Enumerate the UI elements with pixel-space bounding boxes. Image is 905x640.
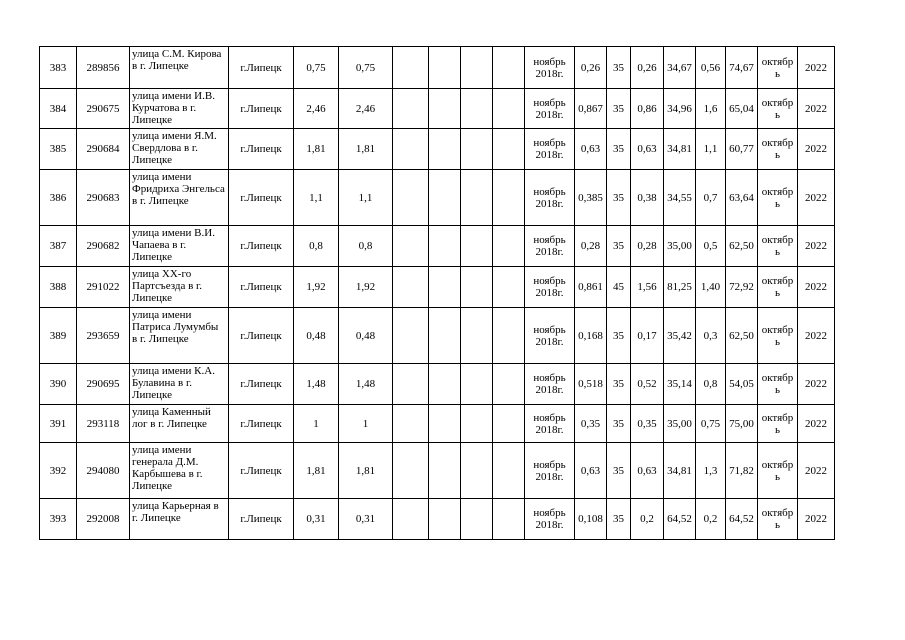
value-2: 35	[607, 47, 631, 89]
length-2: 0,31	[339, 499, 393, 540]
inspection-date: ноябрь 2018г.	[525, 308, 575, 364]
value-1: 0,35	[575, 405, 607, 443]
empty-cell	[393, 308, 429, 364]
road-code: 290675	[77, 89, 130, 129]
value-5: 0,3	[696, 308, 726, 364]
length-2: 0,8	[339, 226, 393, 267]
empty-cell	[493, 267, 525, 308]
value-5: 0,5	[696, 226, 726, 267]
value-3: 0,35	[631, 405, 664, 443]
year: 2022	[798, 226, 835, 267]
empty-cell	[461, 405, 493, 443]
city: г.Липецк	[229, 405, 294, 443]
value-3: 0,26	[631, 47, 664, 89]
inspection-date: ноябрь 2018г.	[525, 364, 575, 405]
empty-cell	[461, 499, 493, 540]
road-name: улица имени генерала Д.М. Карбышева в г. Липецке	[130, 443, 229, 499]
length-1: 0,75	[294, 47, 339, 89]
table-row	[40, 499, 835, 540]
empty-cell	[429, 170, 461, 226]
year: 2022	[798, 308, 835, 364]
row-number: 390	[40, 364, 77, 405]
road-code: 292008	[77, 499, 130, 540]
empty-cell	[461, 47, 493, 89]
year: 2022	[798, 47, 835, 89]
empty-cell	[393, 364, 429, 405]
road-code: 290682	[77, 226, 130, 267]
value-4: 35,14	[664, 364, 696, 405]
row-number: 392	[40, 443, 77, 499]
value-6: 75,00	[726, 405, 758, 443]
empty-cell	[429, 308, 461, 364]
value-1: 0,385	[575, 170, 607, 226]
inspection-date: ноябрь 2018г.	[525, 170, 575, 226]
month: октябрь	[758, 129, 798, 170]
table-row	[40, 308, 835, 364]
city: г.Липецк	[229, 499, 294, 540]
empty-cell	[429, 129, 461, 170]
value-1: 0,168	[575, 308, 607, 364]
road-name: улица С.М. Кирова в г. Липецке	[130, 47, 229, 89]
road-code: 293659	[77, 308, 130, 364]
value-3: 0,52	[631, 364, 664, 405]
empty-cell	[429, 89, 461, 129]
empty-cell	[393, 499, 429, 540]
road-code: 290695	[77, 364, 130, 405]
value-6: 64,52	[726, 499, 758, 540]
empty-cell	[461, 364, 493, 405]
month: октябрь	[758, 499, 798, 540]
empty-cell	[429, 226, 461, 267]
road-name: улица имени К.А. Булавина в г. Липецке	[130, 364, 229, 405]
road-name: улица XX-го Партсъезда в г. Липецке	[130, 267, 229, 308]
empty-cell	[493, 308, 525, 364]
value-1: 0,28	[575, 226, 607, 267]
month: октябрь	[758, 364, 798, 405]
length-1: 0,8	[294, 226, 339, 267]
empty-cell	[493, 226, 525, 267]
empty-cell	[493, 89, 525, 129]
road-code: 294080	[77, 443, 130, 499]
table-row	[40, 267, 835, 308]
document-page	[39, 46, 835, 540]
empty-cell	[429, 405, 461, 443]
empty-cell	[393, 443, 429, 499]
empty-cell	[393, 226, 429, 267]
inspection-date: ноябрь 2018г.	[525, 47, 575, 89]
length-1: 1,1	[294, 170, 339, 226]
road-name: улица имени В.И. Чапаева в г. Липецке	[130, 226, 229, 267]
value-2: 35	[607, 89, 631, 129]
value-2: 35	[607, 226, 631, 267]
empty-cell	[461, 443, 493, 499]
empty-cell	[393, 47, 429, 89]
length-1: 1	[294, 405, 339, 443]
length-1: 0,31	[294, 499, 339, 540]
empty-cell	[429, 267, 461, 308]
value-6: 60,77	[726, 129, 758, 170]
value-3: 0,63	[631, 129, 664, 170]
year: 2022	[798, 267, 835, 308]
month: октябрь	[758, 443, 798, 499]
value-3: 0,86	[631, 89, 664, 129]
inspection-date: ноябрь 2018г.	[525, 89, 575, 129]
value-2: 35	[607, 443, 631, 499]
value-1: 0,63	[575, 443, 607, 499]
value-1: 0,861	[575, 267, 607, 308]
row-number: 386	[40, 170, 77, 226]
month: октябрь	[758, 405, 798, 443]
value-4: 81,25	[664, 267, 696, 308]
value-3: 0,38	[631, 170, 664, 226]
value-5: 0,8	[696, 364, 726, 405]
length-2: 1,92	[339, 267, 393, 308]
value-3: 1,56	[631, 267, 664, 308]
empty-cell	[461, 170, 493, 226]
value-4: 34,96	[664, 89, 696, 129]
empty-cell	[393, 129, 429, 170]
empty-cell	[493, 170, 525, 226]
value-5: 1,1	[696, 129, 726, 170]
empty-cell	[493, 499, 525, 540]
value-6: 71,82	[726, 443, 758, 499]
roads-table	[39, 46, 835, 540]
empty-cell	[493, 405, 525, 443]
row-number: 387	[40, 226, 77, 267]
row-number: 388	[40, 267, 77, 308]
length-1: 1,81	[294, 443, 339, 499]
empty-cell	[461, 89, 493, 129]
year: 2022	[798, 89, 835, 129]
value-5: 1,3	[696, 443, 726, 499]
city: г.Липецк	[229, 308, 294, 364]
length-2: 1,48	[339, 364, 393, 405]
value-2: 35	[607, 364, 631, 405]
year: 2022	[798, 364, 835, 405]
length-2: 2,46	[339, 89, 393, 129]
city: г.Липецк	[229, 89, 294, 129]
length-2: 1,1	[339, 170, 393, 226]
empty-cell	[393, 267, 429, 308]
city: г.Липецк	[229, 129, 294, 170]
empty-cell	[429, 47, 461, 89]
value-1: 0,518	[575, 364, 607, 405]
empty-cell	[429, 499, 461, 540]
table-row	[40, 405, 835, 443]
inspection-date: ноябрь 2018г.	[525, 129, 575, 170]
inspection-date: ноябрь 2018г.	[525, 405, 575, 443]
value-4: 34,67	[664, 47, 696, 89]
year: 2022	[798, 170, 835, 226]
value-4: 34,81	[664, 443, 696, 499]
value-6: 72,92	[726, 267, 758, 308]
table-row	[40, 443, 835, 499]
table-row	[40, 364, 835, 405]
length-2: 1,81	[339, 443, 393, 499]
year: 2022	[798, 443, 835, 499]
road-code: 293118	[77, 405, 130, 443]
value-2: 45	[607, 267, 631, 308]
value-1: 0,63	[575, 129, 607, 170]
value-1: 0,26	[575, 47, 607, 89]
road-code: 290684	[77, 129, 130, 170]
length-1: 0,48	[294, 308, 339, 364]
length-1: 1,48	[294, 364, 339, 405]
value-3: 0,28	[631, 226, 664, 267]
value-2: 35	[607, 129, 631, 170]
empty-cell	[493, 129, 525, 170]
value-4: 64,52	[664, 499, 696, 540]
month: октябрь	[758, 47, 798, 89]
length-1: 1,92	[294, 267, 339, 308]
inspection-date: ноябрь 2018г.	[525, 443, 575, 499]
empty-cell	[393, 170, 429, 226]
table-row	[40, 129, 835, 170]
value-3: 0,63	[631, 443, 664, 499]
month: октябрь	[758, 226, 798, 267]
month: октябрь	[758, 89, 798, 129]
empty-cell	[429, 364, 461, 405]
inspection-date: ноябрь 2018г.	[525, 267, 575, 308]
road-name: улица Каменный лог в г. Липецке	[130, 405, 229, 443]
length-2: 0,48	[339, 308, 393, 364]
length-2: 0,75	[339, 47, 393, 89]
empty-cell	[461, 129, 493, 170]
row-number: 389	[40, 308, 77, 364]
city: г.Липецк	[229, 443, 294, 499]
length-2: 1,81	[339, 129, 393, 170]
value-6: 54,05	[726, 364, 758, 405]
city: г.Липецк	[229, 364, 294, 405]
road-name: улица имени Патриса Лумумбы в г. Липецке	[130, 308, 229, 364]
table-row	[40, 89, 835, 129]
value-4: 34,81	[664, 129, 696, 170]
value-6: 74,67	[726, 47, 758, 89]
city: г.Липецк	[229, 170, 294, 226]
empty-cell	[493, 47, 525, 89]
length-1: 2,46	[294, 89, 339, 129]
month: октябрь	[758, 267, 798, 308]
year: 2022	[798, 129, 835, 170]
value-5: 1,40	[696, 267, 726, 308]
value-2: 35	[607, 499, 631, 540]
empty-cell	[429, 443, 461, 499]
road-name: улица имени И.В. Курчатова в г. Липецке	[130, 89, 229, 129]
year: 2022	[798, 405, 835, 443]
value-1: 0,108	[575, 499, 607, 540]
value-5: 0,2	[696, 499, 726, 540]
empty-cell	[493, 443, 525, 499]
row-number: 384	[40, 89, 77, 129]
value-5: 0,75	[696, 405, 726, 443]
city: г.Липецк	[229, 226, 294, 267]
value-6: 63,64	[726, 170, 758, 226]
value-6: 62,50	[726, 226, 758, 267]
empty-cell	[393, 89, 429, 129]
empty-cell	[493, 364, 525, 405]
value-3: 0,2	[631, 499, 664, 540]
value-2: 35	[607, 308, 631, 364]
value-6: 65,04	[726, 89, 758, 129]
road-name: улица имени Я.М. Свердлова в г. Липецке	[130, 129, 229, 170]
row-number: 391	[40, 405, 77, 443]
empty-cell	[461, 267, 493, 308]
value-3: 0,17	[631, 308, 664, 364]
empty-cell	[461, 308, 493, 364]
month: октябрь	[758, 170, 798, 226]
value-5: 0,7	[696, 170, 726, 226]
city: г.Липецк	[229, 267, 294, 308]
value-4: 35,00	[664, 405, 696, 443]
row-number: 393	[40, 499, 77, 540]
value-4: 34,55	[664, 170, 696, 226]
length-2: 1	[339, 405, 393, 443]
year: 2022	[798, 499, 835, 540]
table-row	[40, 170, 835, 226]
table-row	[40, 47, 835, 89]
value-6: 62,50	[726, 308, 758, 364]
inspection-date: ноябрь 2018г.	[525, 499, 575, 540]
empty-cell	[461, 226, 493, 267]
month: октябрь	[758, 308, 798, 364]
value-5: 0,56	[696, 47, 726, 89]
empty-cell	[393, 405, 429, 443]
road-name: улица Карьерная в г. Липецке	[130, 499, 229, 540]
value-1: 0,867	[575, 89, 607, 129]
value-2: 35	[607, 405, 631, 443]
road-code: 289856	[77, 47, 130, 89]
value-5: 1,6	[696, 89, 726, 129]
row-number: 385	[40, 129, 77, 170]
row-number: 383	[40, 47, 77, 89]
length-1: 1,81	[294, 129, 339, 170]
value-4: 35,42	[664, 308, 696, 364]
value-4: 35,00	[664, 226, 696, 267]
inspection-date: ноябрь 2018г.	[525, 226, 575, 267]
table-row	[40, 226, 835, 267]
road-code: 291022	[77, 267, 130, 308]
city: г.Липецк	[229, 47, 294, 89]
value-2: 35	[607, 170, 631, 226]
road-name: улица имени Фридриха Энгельса в г. Липецке	[130, 170, 229, 226]
road-code: 290683	[77, 170, 130, 226]
